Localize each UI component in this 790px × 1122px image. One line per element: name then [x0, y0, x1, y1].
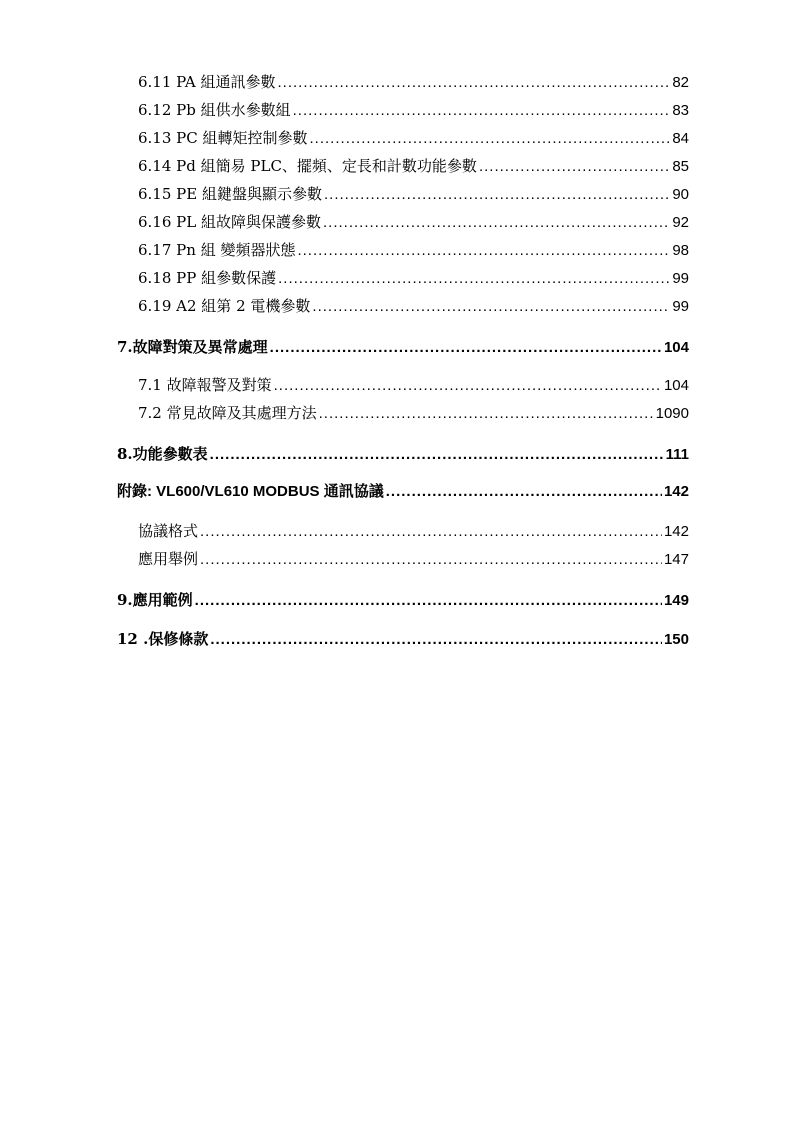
toc-entry-title: 6.18 PP 組參數保護	[138, 269, 277, 287]
toc-entry-6-19[interactable]	[138, 296, 689, 317]
leader-dots	[274, 376, 662, 396]
toc-entry-title: 6.19 A2 組第 2 電機參數	[138, 297, 311, 315]
toc-chapter-page: 150	[663, 631, 689, 648]
toc-entry-page: 99	[672, 270, 689, 287]
toc-entry-title: 協議格式	[138, 522, 199, 540]
leader-dots	[323, 213, 670, 233]
toc-entry-title: 6.11 PA 組通訊參數	[138, 73, 276, 91]
leader-dots	[200, 522, 662, 542]
toc-entry-application-examples[interactable]	[138, 549, 689, 570]
toc-chapter-title: 9.應用範例	[117, 591, 193, 609]
toc-entry-6-13[interactable]	[138, 128, 689, 149]
toc-entry-6-11[interactable]	[138, 72, 689, 93]
leader-dots	[278, 269, 670, 289]
toc-chapter-page: 149	[663, 592, 689, 609]
toc-entry-page: 84	[672, 130, 689, 147]
toc-entry-6-14[interactable]	[138, 156, 689, 177]
leader-dots	[293, 101, 671, 121]
toc-entry-title: 6.12 Pb 組供水參數組	[138, 101, 291, 119]
toc-entry-page: 1090	[655, 405, 689, 422]
toc-entry-title: 6.15 PE 組鍵盤與顯示參數	[138, 185, 322, 203]
toc-appendix[interactable]	[117, 482, 689, 502]
toc-entry-page: 98	[672, 242, 689, 259]
toc-entry-title: 7.2 常見故障及其處理方法	[138, 404, 317, 422]
toc-entry-title: 應用舉例	[138, 550, 199, 568]
toc-entry-7-2[interactable]	[138, 403, 689, 424]
leader-dots	[310, 129, 671, 149]
toc-entry-title: 6.13 PC 組轉矩控制參數	[138, 129, 308, 147]
toc-entry-6-15[interactable]	[138, 184, 689, 205]
toc-entry-page: 104	[663, 377, 689, 394]
toc-entry-page: 90	[672, 186, 689, 203]
toc-entry-7-1[interactable]	[138, 375, 689, 396]
leader-dots	[386, 482, 662, 502]
toc-entry-6-18[interactable]	[138, 268, 689, 289]
toc-chapter-7[interactable]	[117, 337, 689, 358]
leader-dots	[210, 445, 664, 465]
toc-entry-6-17[interactable]	[138, 240, 689, 261]
toc-appendix-page: 142	[663, 483, 689, 500]
toc-entry-title: 6.17 Pn 組 變頻器狀態	[138, 241, 296, 259]
toc-chapter-title: 12 .保修條款	[117, 630, 209, 648]
leader-dots	[324, 185, 670, 205]
leader-dots	[277, 73, 670, 93]
leader-dots	[200, 550, 662, 570]
toc-chapter-8[interactable]	[117, 444, 689, 465]
toc-entry-page: 83	[672, 102, 689, 119]
toc-entry-page: 82	[672, 74, 689, 91]
leader-dots	[312, 297, 670, 317]
leader-dots	[210, 630, 662, 650]
toc-entry-page: 147	[663, 551, 689, 568]
toc-entry-title: 6.14 Pd 組簡易 PLC、擺頻、定長和計數功能參數	[138, 157, 477, 175]
toc-entry-title: 6.16 PL 組故障與保護參數	[138, 213, 321, 231]
toc-entry-6-12[interactable]	[138, 100, 689, 121]
toc-entry-page: 99	[672, 298, 689, 315]
toc-entry-page: 85	[672, 158, 689, 175]
toc-chapter-12[interactable]	[117, 629, 689, 650]
toc-chapter-page: 111	[665, 446, 689, 463]
leader-dots	[195, 591, 662, 611]
leader-dots	[319, 404, 654, 424]
toc-entry-title: 7.1 故障報警及對策	[138, 376, 272, 394]
leader-dots	[479, 157, 670, 177]
toc-chapter-title: 7.故障對策及異常處理	[117, 338, 268, 356]
toc-chapter-title: 8.功能參數表	[117, 445, 208, 463]
toc-chapter-9[interactable]	[117, 590, 689, 611]
toc-entry-page: 92	[672, 214, 689, 231]
toc-entry-page: 142	[663, 523, 689, 540]
toc-entry-protocol-format[interactable]	[138, 521, 689, 542]
toc-chapter-page: 104	[663, 339, 689, 356]
toc-appendix-title: 附錄: VL600/VL610 MODBUS 通訊協議	[117, 483, 384, 500]
leader-dots	[297, 241, 670, 261]
toc-entry-6-16[interactable]	[138, 212, 689, 233]
leader-dots	[270, 338, 662, 358]
